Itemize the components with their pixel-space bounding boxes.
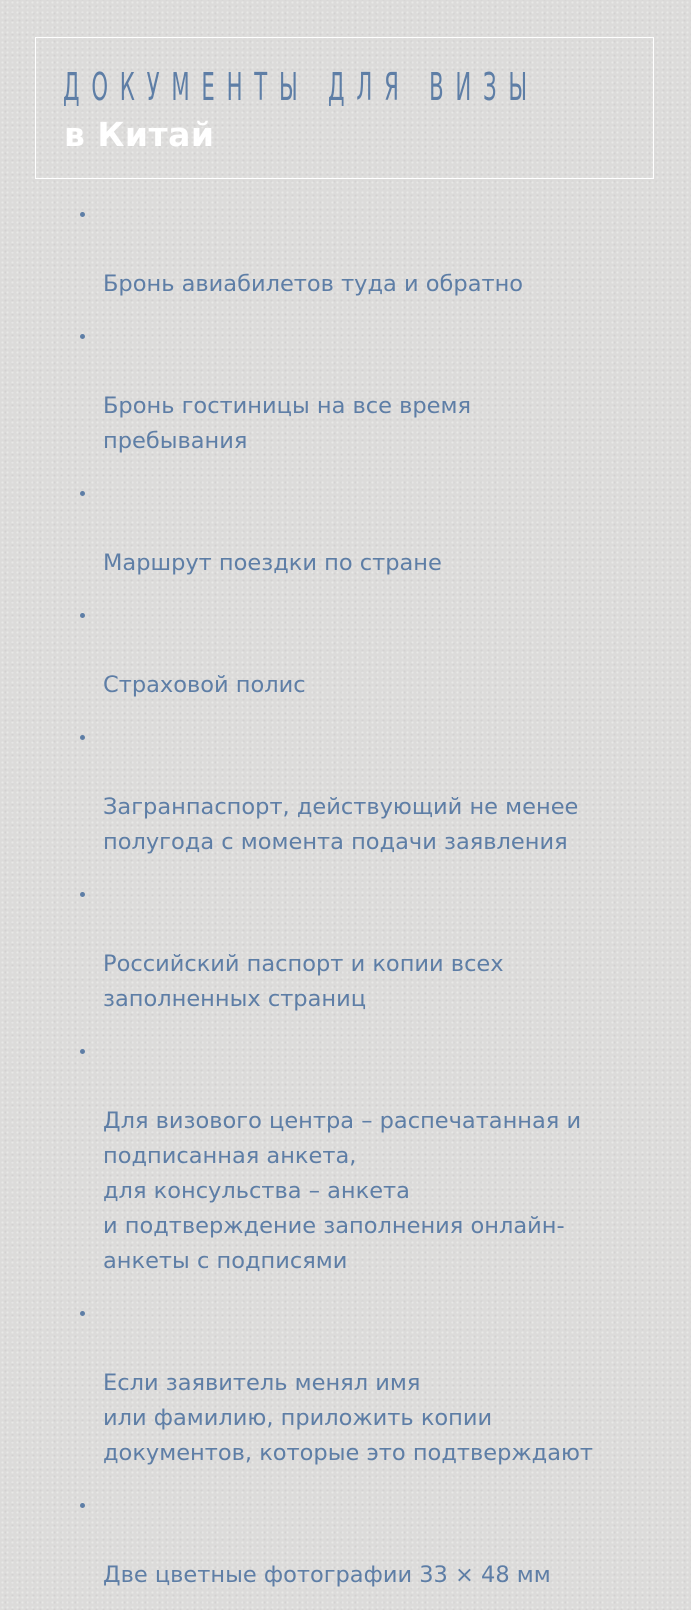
- list-item-text: Загранпаспорт, действующий не менее полугода с момента подачи заявления: [103, 794, 579, 855]
- list-item-text: Маршрут поездки по стране: [103, 550, 442, 576]
- bullet-icon: [80, 1503, 85, 1508]
- list-item-text: Если заявитель менял имя или фамилию, приложить копии документов, которые это подтверждают: [103, 1370, 594, 1466]
- bullet-icon: [80, 491, 85, 496]
- list-item: [0, 1296, 691, 1471]
- list-item: [0, 1488, 691, 1593]
- list-item-text: Бронь авиабилетов туда и обратно: [103, 271, 524, 297]
- list-item: [0, 1034, 691, 1279]
- list-item-text: Две цветные фотографии 33 × 48 мм: [103, 1562, 551, 1588]
- title-frame: [35, 37, 654, 179]
- document-list: [0, 197, 691, 1610]
- list-item-text: Страховой полис: [103, 672, 306, 698]
- page-subtitle: в Китай: [64, 115, 215, 154]
- list-item: [0, 197, 691, 302]
- list-item: [0, 476, 691, 581]
- bullet-icon: [80, 892, 85, 897]
- list-item: [0, 877, 691, 1017]
- bullet-icon: [80, 613, 85, 618]
- bullet-icon: [80, 1311, 85, 1316]
- list-item-text: Российский паспорт и копии всех заполненных страниц: [103, 951, 504, 1012]
- bullet-icon: [80, 735, 85, 740]
- bullet-icon: [80, 212, 85, 217]
- list-item-text: Бронь гостиницы на все время пребывания: [103, 393, 472, 454]
- bullet-icon: [80, 1049, 85, 1054]
- page-title: ДОКУМЕНТЫ ДЛЯ ВИЗЫ: [63, 65, 539, 109]
- list-item: [0, 720, 691, 860]
- list-item: [0, 598, 691, 703]
- list-item: [0, 319, 691, 459]
- list-item-text: Для визового центра – распечатанная и подписанная анкета, для консульства – анкета и подтверждение заполнения онлайн- анкеты с подписями: [103, 1108, 582, 1274]
- bullet-icon: [80, 334, 85, 339]
